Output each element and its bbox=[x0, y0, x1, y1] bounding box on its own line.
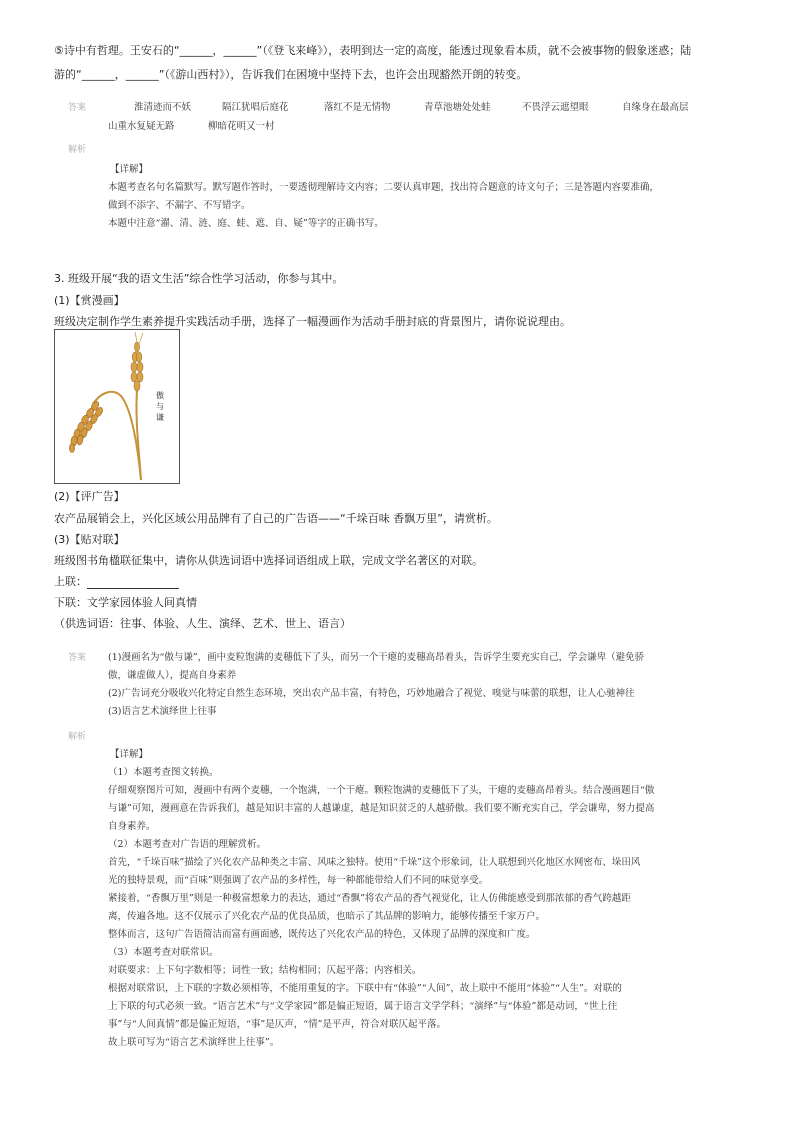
q3-part2-text: 农产品展销会上，兴化区域公用品牌有了自己的广告语——“千垛百味 香飘万里”，请赏析。 bbox=[54, 512, 498, 525]
q5-detail-line-1: 本题考查名句名篇默写。默写题作答时，一要透彻理解诗文内容；二要认真审题，找出符合题意的诗文句子；三是答题内容要准确， bbox=[108, 182, 660, 193]
q3-analysis-line-8: 光的独特景观，而“百味”则强调了农产品的多样性，每一种都能带给人们不同的味觉享受。 bbox=[108, 875, 489, 886]
q5-answer-8: 柳暗花明又一村 bbox=[208, 121, 275, 132]
q3-part1-text: 班级决定制作学生素养提升实践活动手册，选择了一幅漫画作为活动手册封底的背景图片，请你说说理由。 bbox=[54, 315, 571, 328]
q3-part3-text: 班级图书角楹联征集中，请你从供选词语中选择词语组成上联，完成文学名著区的对联。 bbox=[54, 554, 483, 567]
upper-couplet-row bbox=[54, 573, 179, 589]
q5-detail-heading: 【详解】 bbox=[110, 164, 149, 175]
lower-couplet-line: 下联：文学家园体验人间真情 bbox=[54, 596, 197, 609]
upper-couplet-label: 上联： bbox=[54, 575, 87, 588]
q3-analysis-line-14: 根据对联常识，上下联的字数必须相等，不能用重复的字。下联中有“体验”“人间”，故上联中不能用“体验”“人生”。对联的 bbox=[108, 983, 622, 994]
word-options-line: （供选词语：往事、体验、人生、演绎、艺术、世上、语言） bbox=[54, 617, 351, 630]
q3-analysis-line-10: 离，传遍各地。这不仅展示了兴化农产品的优良品质，也暗示了其品牌的影响力，能够传播至千家万户。 bbox=[108, 911, 546, 922]
q3-analysis-line-1: 【详解】 bbox=[110, 749, 149, 760]
q5-answer-3: 落红不是无情物 bbox=[324, 102, 391, 113]
q3-part3-label: (3)【贴对联】 bbox=[54, 533, 125, 546]
q3-answer-label: 答案 bbox=[68, 653, 87, 663]
q3-analysis-line-16: 事”与“人间真情”都是偏正短语，“事”是仄声，“情”是平声，符合对联仄起平落。 bbox=[108, 1019, 446, 1030]
wheat-comic-illustration bbox=[54, 329, 180, 484]
q5-answer-6: 自缘身在最高层 bbox=[622, 102, 689, 113]
q3-analysis-line-2: （1）本题考查图文转换。 bbox=[108, 767, 219, 778]
q3-analysis-line-5: 自身素养。 bbox=[108, 821, 156, 832]
q3-answer-line-1: (1)漫画名为“傲与谦”，画中麦粒饱满的麦穗低下了头，而另一个干瘪的麦穗高昂着头，告诉学生要充实自己，学会谦卑（避免骄 bbox=[108, 652, 645, 663]
q3-analysis-line-15: 上下联的句式必须一致。“语言艺术”与“文学家园”都是偏正短语，属于语言文学学科；“演绎”与“体验”都是动词，“世上往 bbox=[108, 1001, 618, 1012]
q3-answer-line-3: (2)广告词充分吸收兴化特定自然生态环境，突出农产品丰富，有特色，巧妙地融合了视觉、嗅觉与味蕾的联想，让人心驰神往 bbox=[108, 688, 635, 699]
q3-analysis-line-6: （2）本题考查对广告语的理解赏析。 bbox=[108, 839, 267, 850]
q5-detail-line-3: 本题中注意“濯、清、涟、庭、蛙、遮、自、疑”等字的正确书写。 bbox=[108, 218, 384, 229]
q5-detail-line-2: 做到不添字、不漏字、不写错字。 bbox=[108, 200, 251, 211]
q3-analysis-label: 解析 bbox=[68, 732, 87, 742]
q3-analysis-line-13: 对联要求：上下句字数相等；词性一致；结构相同；仄起平落；内容相关。 bbox=[108, 965, 422, 976]
q5-answer-4: 青草池塘处处蛙 bbox=[424, 102, 491, 113]
q3-analysis-line-11: 整体而言，这句广告语简洁而富有画面感，既传达了兴化农产品的特色，又体现了品牌的深度和广度。 bbox=[108, 929, 536, 940]
q3-analysis-line-7: 首先，“千垛百味”描绘了兴化农产品种类之丰富、风味之独特。使用“千垛”这个形象词，让人联想到兴化地区水网密布、垛田风 bbox=[108, 857, 641, 868]
q5-answer-2: 隔江犹唱后庭花 bbox=[222, 102, 289, 113]
q3-analysis-line-4: 与谦”可知，漫画意在告诉我们，越是知识丰富的人越谦虚，越是知识贫乏的人越骄傲。我们要不断充实自己，学会谦卑，努力提高 bbox=[108, 803, 655, 814]
q3-part2-label: (2)【评广告】 bbox=[54, 490, 125, 503]
q3-analysis-line-12: （3）本题考查对联常识。 bbox=[108, 947, 219, 958]
q3-answer-line-2: 傲，谦虚做人），提高自身素养 bbox=[108, 670, 237, 681]
q5-answer-5: 不畏浮云遮望眼 bbox=[522, 102, 589, 113]
q3-title: 3. 班级开展“我的语文生活”综合性学习活动，你参与其中。 bbox=[54, 272, 344, 285]
q3-analysis-line-17: 故上联可写为“语言艺术演绎世上往事”。 bbox=[108, 1037, 280, 1048]
q3-answer-line-4: (3)语言艺术演绎世上往事 bbox=[108, 706, 217, 717]
q3-analysis-line-3: 仔细观察图片可知，漫画中有两个麦穗，一个饱满，一个干瘪。颗粒饱满的麦穗低下了头，干瘪的麦穗高昂着头。结合漫画题目“傲 bbox=[108, 785, 655, 796]
comic-caption: 傲与谦 bbox=[156, 391, 164, 422]
q5-answer-7: 山重水复疑无路 bbox=[108, 121, 175, 132]
q5-answer-label: 答案 bbox=[68, 103, 87, 113]
q5-line-1: ⑤诗中有哲理。王安石的“______，______”（《登飞来峰》），表明到达一定的高度，能透过现象看本质，就不会被事物的假象迷惑；陆 bbox=[54, 44, 692, 57]
q5-answer-1: 淮清迹而不妖 bbox=[134, 102, 192, 113]
q3-analysis-line-9: 紧接着，“香飘万里”则是一种极富想象力的表达，通过“香飘”将农产品的香气视觉化，让人仿佛能感受到那浓郁的香气跨越距 bbox=[108, 893, 631, 904]
upper-couplet-blank[interactable] bbox=[87, 577, 179, 589]
q3-part1-label: (1)【赏漫画】 bbox=[54, 294, 125, 307]
q5-line-2: 游的“______，______”（《游山西村》），告诉我们在困境中坚持下去，也许会出现豁然开朗的转变。 bbox=[54, 68, 528, 81]
q5-analysis-label: 解析 bbox=[68, 145, 87, 155]
